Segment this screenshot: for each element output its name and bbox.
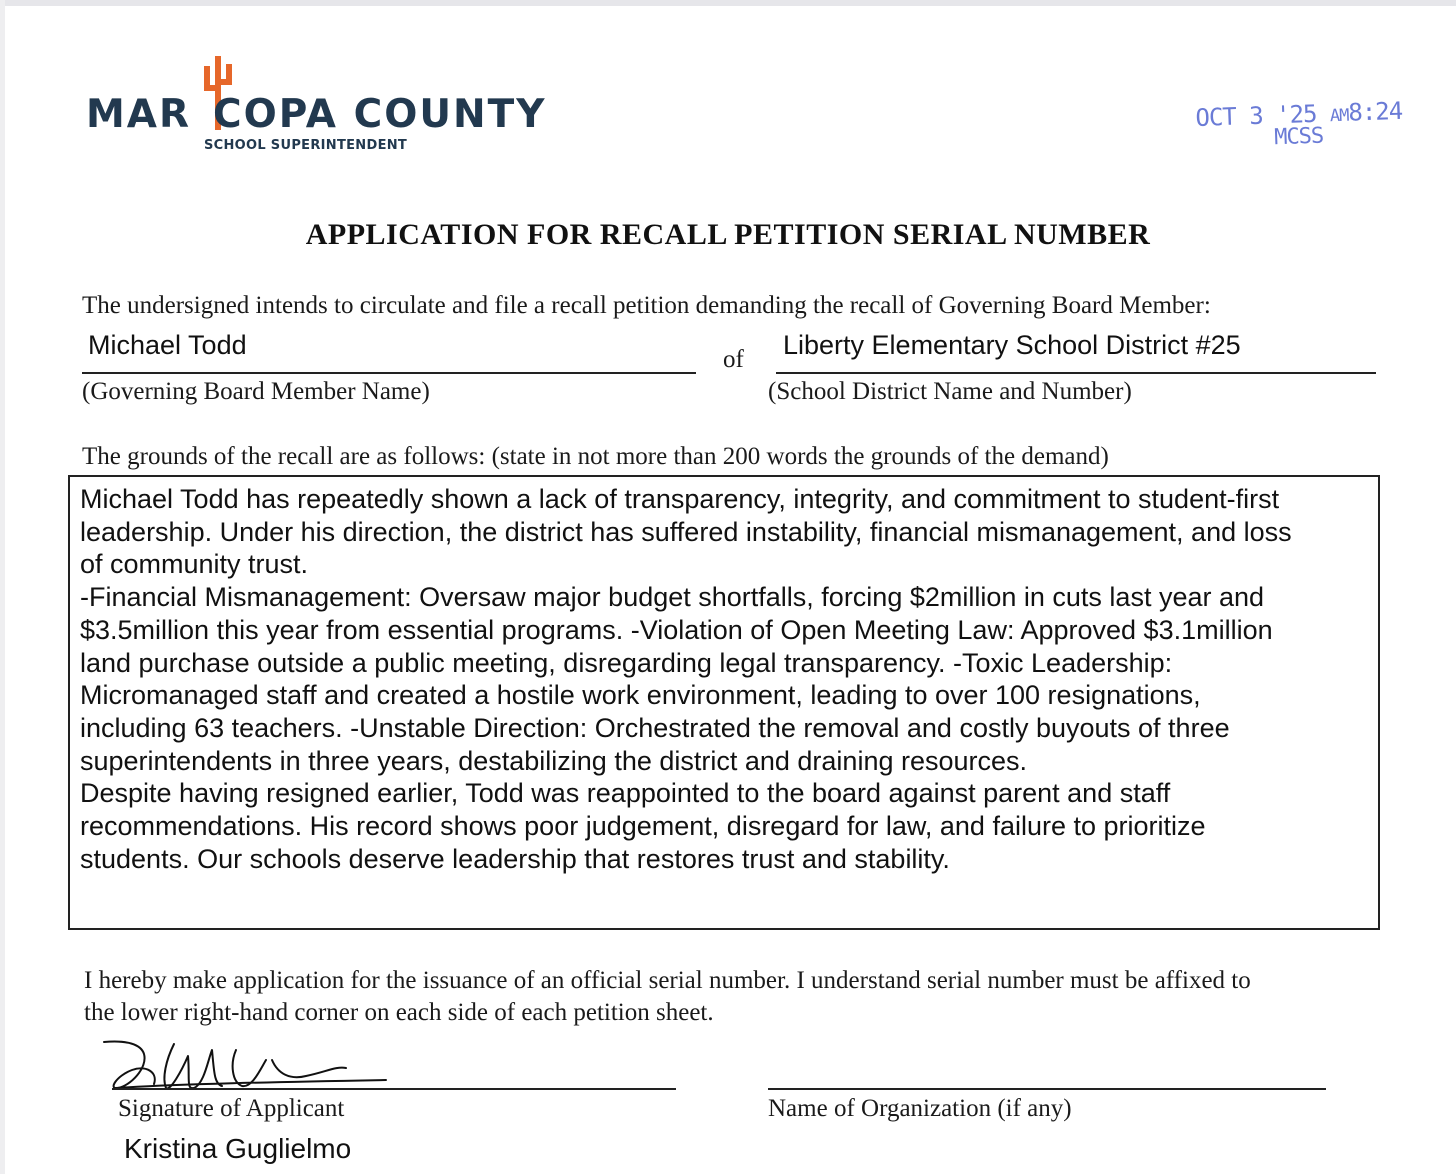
of-connector: of	[723, 346, 744, 373]
organization-label: Name of Organization (if any)	[768, 1095, 1072, 1122]
grounds-line: $3.5million this year from essential programs. -Violation of Open Meeting Law: Approved $3.1million	[80, 614, 1273, 645]
member-name-line	[82, 372, 696, 374]
district-name-field[interactable]: Liberty Elementary School District #25	[783, 330, 1241, 360]
grounds-line: -Financial Mismanagement: Oversaw major budget shortfalls, forcing $2million in cuts last year and	[80, 582, 1265, 613]
applicant-name[interactable]: Kristina Guglielmo	[124, 1133, 352, 1164]
intro-statement: The undersigned intends to circulate and file a recall petition demanding the recall of Governing Board Member:	[82, 292, 1211, 319]
grounds-line: Micromanaged staff and created a hostile work environment, leading to over 100 resignations,	[80, 680, 1201, 711]
stamp-office: MCSS	[1273, 123, 1324, 151]
stamp-date: OCT 3 '25	[1195, 99, 1317, 132]
declaration-line-1: I hereby make application for the issuance of an official serial number. I understand serial number must be affixed to	[84, 967, 1251, 994]
member-name-field[interactable]: Michael Todd	[88, 330, 247, 360]
grounds-line: students. Our schools deserve leadership that restores trust and stability.	[80, 843, 950, 874]
grounds-line: of community trust.	[80, 549, 309, 580]
stamp-ampm: AM	[1329, 105, 1349, 127]
organization-line	[768, 1088, 1326, 1090]
logo-brand-left: MAR	[86, 92, 192, 137]
grounds-line: land purchase outside a public meeting, disregarding legal transparency. -Toxic Leadership:	[80, 647, 1173, 678]
stamp-time: 8:24	[1347, 96, 1403, 127]
grounds-line: including 63 teachers. -Unstable Direction: Orchestrated the removal and costly buyouts of three	[80, 712, 1230, 743]
grounds-line: recommendations. His record shows poor judgement, disregard for law, and failure to prioritize	[80, 811, 1206, 842]
page-top-edge	[0, 0, 1456, 6]
grounds-line: superintendents in three years, destabilizing the district and draining resources.	[80, 745, 1028, 776]
member-name-label: (Governing Board Member Name)	[82, 378, 430, 405]
grounds-line: leadership. Under his direction, the district has suffered instability, financial mismanagement, and loss	[80, 516, 1292, 547]
grounds-line: Michael Todd has repeatedly shown a lack of transparency, integrity, and commitment to student-first	[80, 484, 1280, 514]
district-name-label: (School District Name and Number)	[768, 378, 1132, 405]
document-title: APPLICATION FOR RECALL PETITION SERIAL NUMBER	[305, 218, 1151, 251]
page-left-edge	[0, 0, 5, 1174]
signature-line	[112, 1088, 676, 1090]
signature-label: Signature of Applicant	[118, 1095, 345, 1122]
logo-brand-right: COPA COUNTY	[213, 92, 547, 137]
logo-subtitle: SCHOOL SUPERINTENDENT	[204, 138, 408, 153]
grounds-text	[80, 483, 1370, 875]
grounds-prompt: The grounds of the recall are as follows: (state in not more than 200 words the grounds of the demand)	[82, 443, 1109, 470]
declaration-line-2: the lower right-hand corner on each side of each petition sheet.	[84, 999, 714, 1026]
received-stamp	[1195, 96, 1417, 153]
logo-wordmark	[86, 92, 547, 137]
district-name-line	[776, 372, 1376, 374]
grounds-line: Despite having resigned earlier, Todd was reappointed to the board against parent and staff	[80, 778, 1171, 809]
county-logo	[86, 52, 547, 162]
